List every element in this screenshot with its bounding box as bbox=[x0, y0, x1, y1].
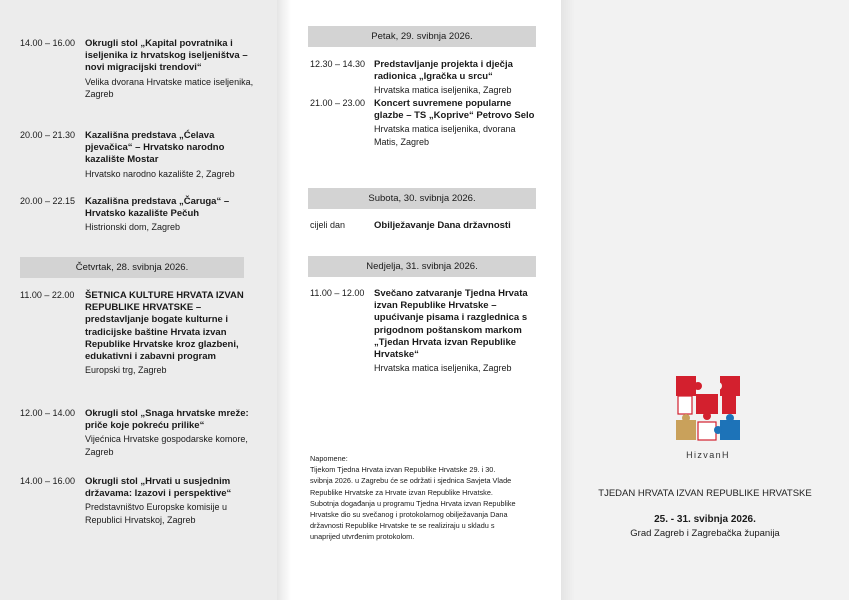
notes-line: Republike Hrvatske za Hrvate izvan Republike Hrvatske. bbox=[310, 487, 493, 497]
day-header: Nedjelja, 31. svibnja 2026. bbox=[308, 256, 536, 277]
event-dates: 25. - 31. svibnja 2026. bbox=[654, 514, 756, 525]
event-venue: Vijećnica Hrvatske gospodarske komore, Zagreb bbox=[85, 434, 248, 457]
notes-line: unaprijed utvrđenim protokolom. bbox=[310, 532, 415, 542]
event-title: Predstavljanje projekta i dječja radionica „Igračka u srcu“ bbox=[374, 59, 513, 83]
event-time: 14.00 – 16.00 bbox=[20, 38, 76, 48]
notes-line: Subotnja događanja u programu Tjedna Hrvata izvan Republike bbox=[310, 498, 516, 508]
fold-shadow bbox=[561, 0, 575, 600]
event-title: Kazališna predstava „Ćelava pjevačica“ – Hrvatsko narodno kazalište Mostar bbox=[85, 130, 225, 166]
event-venue: Europski trg, Zagreb bbox=[85, 365, 167, 376]
fold-shadow bbox=[277, 0, 291, 600]
event-time: 12.00 – 14.00 bbox=[20, 408, 76, 418]
event-venue: Hrvatska matica iseljenika, Zagreb bbox=[374, 85, 512, 96]
notes-heading: Napomene: bbox=[310, 454, 348, 463]
event-venue: Predstavništvo Europske komisije u Republici Hrvatskoj, Zagreb bbox=[85, 502, 228, 525]
event-title: Obilježavanje Dana državnosti bbox=[374, 220, 511, 231]
event-location: Grad Zagreb i Zagrebačka županija bbox=[630, 528, 780, 539]
event-name: TJEDAN HRVATA IZVAN REPUBLIKE HRVATSKE bbox=[598, 488, 812, 499]
notes bbox=[310, 453, 540, 543]
event-venue: Histrionski dom, Zagreb bbox=[85, 222, 181, 233]
event-venue: Velika dvorana Hrvatske matice iseljenika, Zagreb bbox=[85, 76, 254, 99]
event-time: 20.00 – 22.15 bbox=[20, 196, 76, 206]
day-header: Četvrtak, 28. svibnja 2026. bbox=[20, 257, 244, 278]
event-time: 14.00 – 16.00 bbox=[20, 476, 76, 486]
event-title: Okrugli stol „Kapital povratnika i iseljenika iz hrvatskog iseljeništva – novi migracijski trendovi“ bbox=[85, 38, 248, 74]
notes-line: svibnja 2026. u Zagrebu će se održati i sjednica Savjeta Vlade bbox=[310, 476, 512, 486]
event-venue: Hrvatsko narodno kazalište 2, Zagreb bbox=[85, 168, 235, 179]
event-time: cijeli dan bbox=[310, 220, 346, 230]
notes-line: državnosti Republike Hrvatske te se realiziraju u skladu s bbox=[310, 521, 495, 531]
puzzle-logo bbox=[672, 372, 744, 444]
event-title: Svečano zatvaranje Tjedna Hrvata izvan Republike Hrvatske – upućivanje pisama i razglednica s prigodnom poštanskom markom „Tjedan Hrvata izvan Republike Hrvatske“ bbox=[374, 288, 528, 361]
event-time: 20.00 – 21.30 bbox=[20, 130, 76, 140]
logo-wordmark: HizvanH bbox=[686, 450, 730, 460]
notes-line: Tijekom Tjedna Hrvata izvan Republike Hrvatske 29. i 30. bbox=[310, 465, 496, 475]
event-title: Okrugli stol „Hrvati u susjednim državama: Izazovi i perspektive“ bbox=[85, 476, 232, 500]
event-venue: Hrvatska matica iseljenika, dvorana Matis, Zagreb bbox=[374, 124, 516, 147]
event-title: Koncert suvremene popularne glazbe – TS „Koprive“ Petrovo Selo bbox=[374, 98, 535, 122]
right-panel bbox=[561, 0, 849, 600]
event-title: Kazališna predstava „Čaruga“ – Hrvatsko kazalište Pečuh bbox=[85, 196, 230, 220]
day-header: Petak, 29. svibnja 2026. bbox=[308, 26, 536, 47]
notes-line: Hrvatske dio su svečanog i protokolarnog obilježavanja Dana bbox=[310, 510, 508, 520]
event-title: ŠETNICA KULTURE HRVATA IZVAN REPUBLIKE HRVATSKE – predstavljanje bogate kulturne i tradicijske baštine Hrvata izvan Republike Hrvatske kroz glazbeni, edukativni i zabavni program bbox=[85, 290, 244, 363]
day-header: Subota, 30. svibnja 2026. bbox=[308, 188, 536, 209]
event-time: 21.00 – 23.00 bbox=[310, 98, 366, 108]
event-time: 11.00 – 22.00 bbox=[20, 290, 75, 300]
event-title: Okrugli stol „Snaga hrvatske mreže: priče koje pokreću prilike“ bbox=[85, 408, 249, 432]
event-time: 12.30 – 14.30 bbox=[310, 59, 366, 69]
event-venue: Hrvatska matica iseljenika, Zagreb bbox=[374, 363, 512, 374]
event-time: 11.00 – 12.00 bbox=[310, 288, 365, 298]
